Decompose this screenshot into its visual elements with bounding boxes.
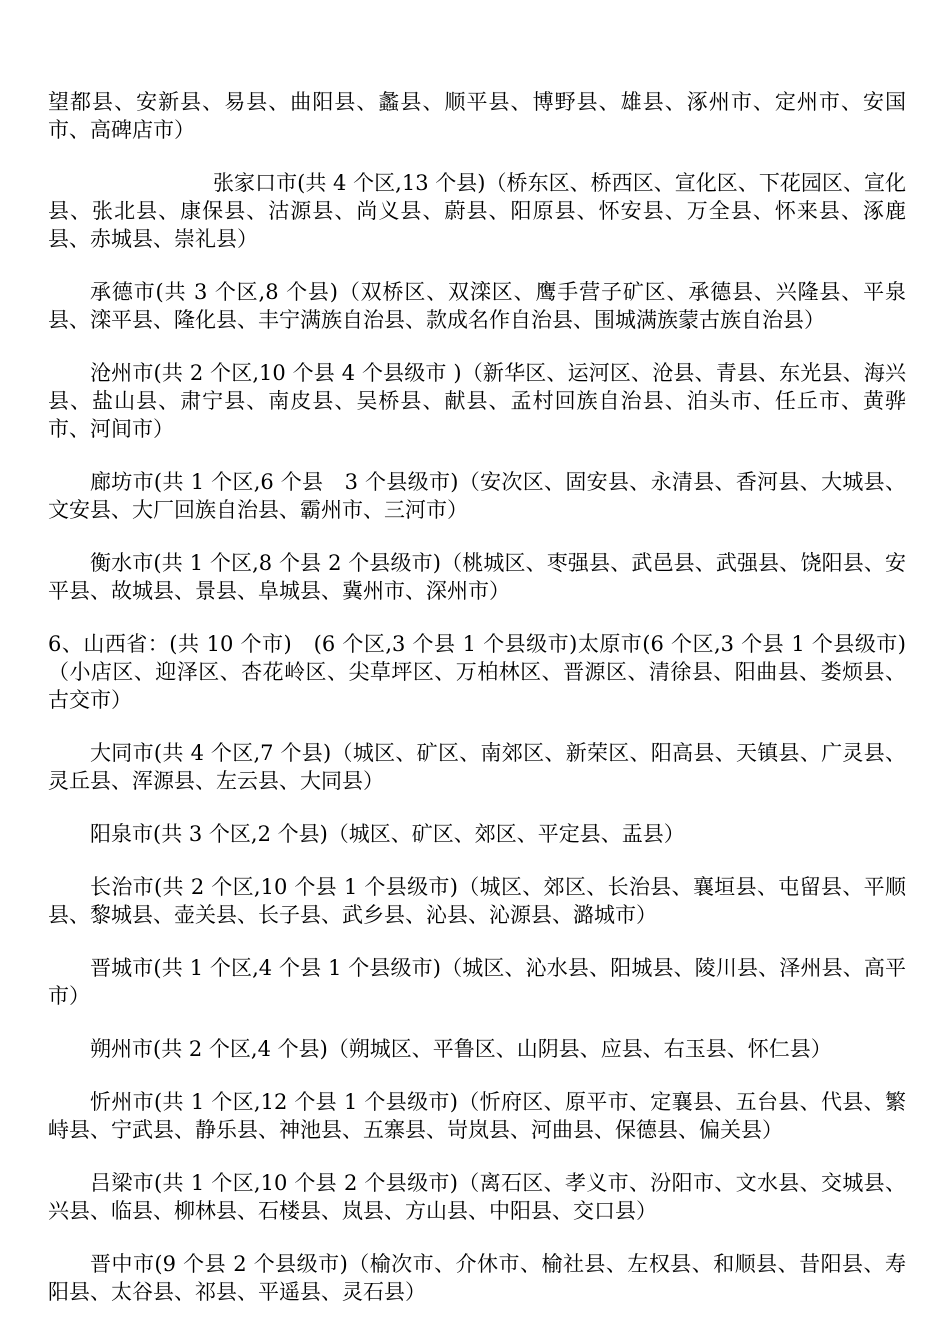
paragraph-langfang: 廊坊市(共 1 个区,6 个县 3 个县级市)（安次区、固安县、永清县、香河县、大城县、文安县、大厂回族自治县、霸州市、三河市） <box>48 470 906 522</box>
paragraph-cangzhou: 沧州市(共 2 个区,10 个县 4 个县级市 )（新华区、运河区、沧县、青县、东光县、海兴县、盐山县、肃宁县、南皮县、吴桥县、献县、孟村回族自治县、泊头市、任丘市、黄骅市、河间市） <box>48 361 906 441</box>
paragraph-zhangjiakou: 张家口市(共 4 个区,13 个县)（桥东区、桥西区、宣化区、下花园区、宣化县、张北县、康保县、沽源县、尚义县、蔚县、阳原县、怀安县、万全县、怀来县、涿鹿县、赤城县、崇礼县） <box>48 171 906 251</box>
paragraph-shuozhou: 朔州市(共 2 个区,4 个县)（朔城区、平鲁区、山阴县、应县、右玉县、怀仁县） <box>90 1037 832 1061</box>
paragraph-jincheng: 晋城市(共 1 个区,4 个县 1 个县级市)（城区、沁水县、阳城县、陵川县、泽州县、高平市） <box>48 956 906 1008</box>
paragraph-shanxi-taiyuan: 6、山西省：(共 10 个市) (6 个区,3 个县 1 个县级市)太原市(6 个区,3 个县 1 个县级市)（小店区、迎泽区、杏花岭区、尖草坪区、万柏林区、晋源区、清徐县、阳曲县、娄烦县、古交市） <box>48 632 906 712</box>
paragraph-yangquan: 阳泉市(共 3 个区,2 个县)（城区、矿区、郊区、平定县、盂县） <box>90 822 685 846</box>
paragraph-changzhi: 长治市(共 2 个区,10 个县 1 个县级市)（城区、郊区、长治县、襄垣县、屯留县、平顺县、黎城县、壶关县、长子县、武乡县、沁县、沁源县、潞城市） <box>48 875 906 927</box>
paragraph-xinzhou: 忻州市(共 1 个区,12 个县 1 个县级市)（忻府区、原平市、定襄县、五台县、代县、繁峙县、宁武县、静乐县、神池县、五寨县、岢岚县、河曲县、保德县、偏关县） <box>48 1090 906 1142</box>
paragraph-datong: 大同市(共 4 个区,7 个县)（城区、矿区、南郊区、新荣区、阳高县、天镇县、广灵县、灵丘县、浑源县、左云县、大同县） <box>48 741 906 793</box>
paragraph-lvliang: 吕梁市(共 1 个区,10 个县 2 个县级市)（离石区、孝义市、汾阳市、文水县、交城县、兴县、临县、柳林县、石楼县、岚县、方山县、中阳县、交口县） <box>48 1171 906 1223</box>
paragraph-jinzhong: 晋中市(9 个县 2 个县级市)（榆次市、介休市、榆社县、左权县、和顺县、昔阳县、寿阳县、太谷县、祁县、平遥县、灵石县） <box>48 1252 906 1304</box>
paragraph-chengde: 承德市(共 3 个区,8 个县)（双桥区、双滦区、鹰手营子矿区、承德县、兴隆县、平泉县、滦平县、隆化县、丰宁满族自治县、款成名作自治县、围城满族蒙古族自治县） <box>48 280 906 332</box>
document-body <box>48 88 906 1331</box>
paragraph-hengshui: 衡水市(共 1 个区,8 个县 2 个县级市)（桃城区、枣强县、武邑县、武强县、饶阳县、安平县、故城县、景县、阜城县、冀州市、深州市） <box>48 551 906 603</box>
paragraph-baoding-continued: 望都县、安新县、易县、曲阳县、蠡县、顺平县、博野县、雄县、涿州市、定州市、安国市、高碑店市） <box>48 90 906 142</box>
